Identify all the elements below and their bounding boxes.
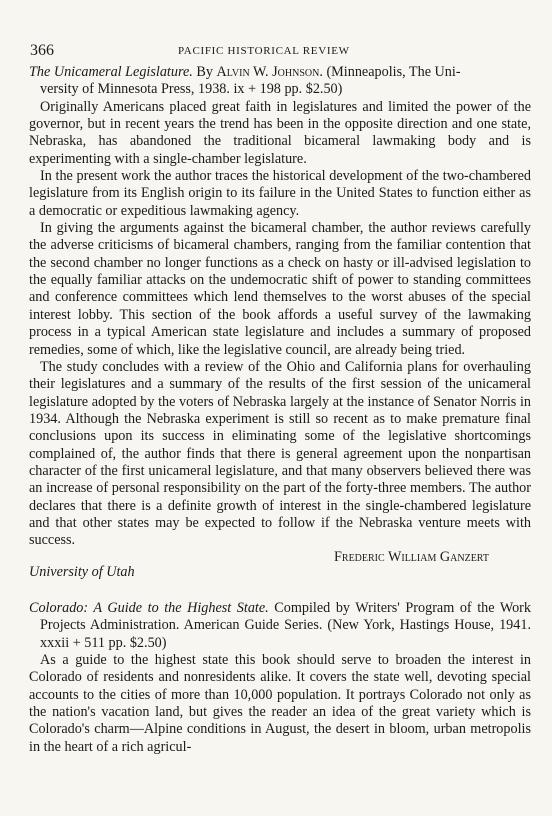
book-title: The Unicameral Legislature. [29, 64, 193, 80]
review-paragraph: In the present work the author traces the historical development of the two-chambered legislature from its English origin to its failure in the United States to function either as a democratic or expeditious lawmaking agency. [29, 168, 531, 219]
running-head [30, 42, 530, 60]
review-paragraph: In giving the arguments against the bicameral chamber, the author reviews carefully the adverse criticisms of bicameral chambers, ranging from the familiar contention that the second chamber no longer functions as a check on hasty or ill-advised legislation to the equally familiar attacks on the undemocratic shift of power to standing committees and conference committees which lend themselves to the worst abuses of the special interest lobby. This section of the book affords a useful survey of the lawmaking process in a typical American state legislature and includes a summary of proposed remedies, some of which, like the legislative council, are already being tried. [29, 220, 531, 358]
review-paragraph: Originally Americans placed great faith in legislatures and limited the power of the governor, but in recent years the trend has been in the opposite direction and one state, Nebraska, has abandoned the traditional bicameral lawmaking body and is experimenting with a single-chamber legislature. [29, 98, 531, 167]
reviewer-affiliation: University of Utah [29, 563, 135, 580]
journal-title: PACIFIC HISTORICAL REVIEW [178, 45, 350, 57]
book-citation: Compiled by Writers' Program of the Work Projects Administration. American Guide Series. (New York, Hastings House, 1941. xxxii + 511 pp. $2.50) [40, 599, 531, 651]
review-colorado-guide [29, 600, 531, 756]
reviewer-name: Frederic William Ganzert [334, 548, 489, 565]
review-heading [29, 600, 531, 652]
page-number: 366 [30, 42, 54, 59]
review-paragraph: As a guide to the highest state this book should serve to broaden the interest in Colorado of residents and nonresidents alike. It covers the state well, devoting special accounts to the cities of more than 10,000 population. It portrays Colorado not only as the nation's vacation land, but gives the reader an idea of the great variety which is Colorado's charm—Alpine conditions in August, the desert in bloom, urban metropolis in the heart of a rich agricul- [29, 652, 531, 755]
body-text [29, 64, 531, 756]
review-unicameral-legislature [29, 64, 531, 581]
publication-line-1: (Minneapolis, The Uni- [326, 64, 461, 80]
review-heading [29, 64, 531, 99]
publication-line-2: versity of Minnesota Press, 1938. ix + 198 pp. $2.50) [40, 81, 343, 98]
book-author: Alvin W. Johnson. [216, 64, 323, 80]
section-gap [29, 581, 531, 600]
book-title: Colorado: A Guide to the Highest State. [29, 599, 269, 616]
by-word: By [196, 64, 213, 80]
review-paragraph: The study concludes with a review of the Ohio and California plans for overhauling their legislatures and a summary of the results of the first session of the unicameral legislature adopted by the voters of Nebraska largely at the instance of Senator Norris in 1934. Although the Nebraska experiment is still so recent as to make premature final conclusions upon its success in eliminating some of the legislative shortcomings complained of, the author finds that there is general agreement upon the nonpartisan character of the first unicameral legislature, and that many observers believed there was an increase of personal responsibility on the part of the forty-three members. The author declares that there is a definite growth of interest in the single-chambered legislature and that other states may be expected to follow if the Nebraska venture meets with success. [29, 358, 531, 549]
